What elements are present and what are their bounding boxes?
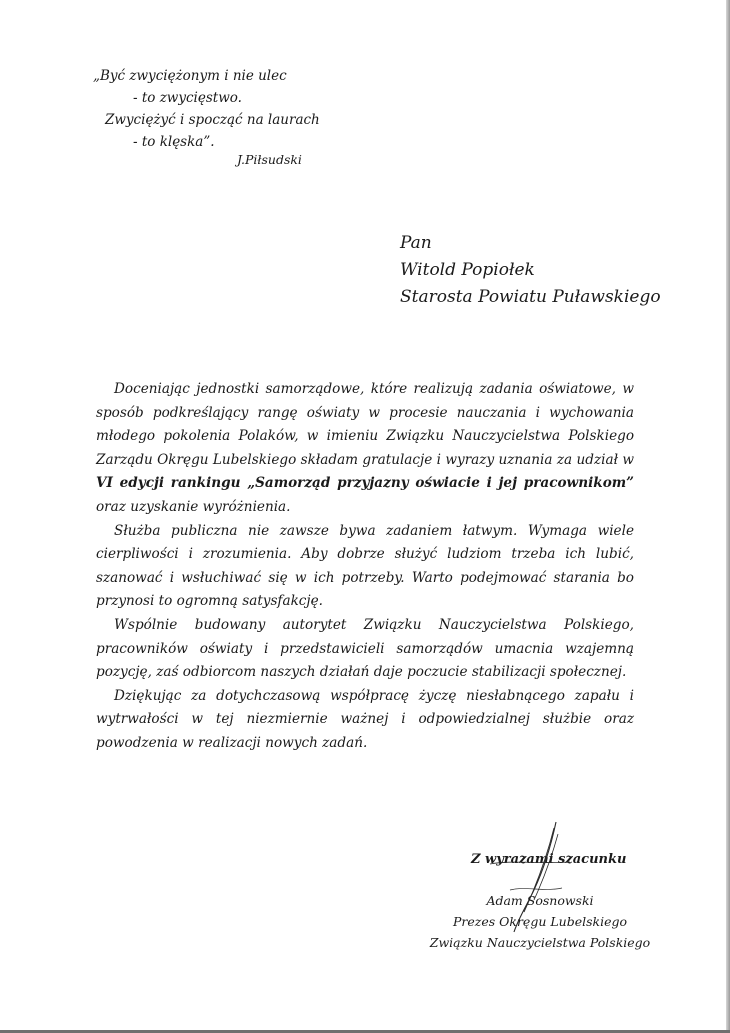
motto-line-3: Zwyciężyć i spocząć na laurach	[105, 112, 320, 128]
motto-quote	[93, 65, 323, 153]
closing-phrase: Z wyrazami szacunku	[471, 852, 627, 867]
signatory-title-2: Związku Nauczycielstwa Polskiego	[429, 935, 651, 950]
paragraph-1	[96, 378, 634, 520]
signatory-name: Adam Sosnowski	[486, 893, 594, 908]
signatory-title-1: Prezes Okręgu Lubelskiego	[452, 914, 628, 929]
paragraph-2: Służba publiczna nie zawsze bywa zadaniem łatwym. Wymaga wiele cierpliwości i zrozumienia. Aby dobrze służyć ludziom trzeba ich lubić, szanować i wsłuchiwać się w ich potrzeby. Warto podejmować starania bo przynosi to ogromną satysfakcję.	[96, 522, 634, 610]
motto-line-1: „Być zwyciężonym i nie ulec	[93, 68, 287, 84]
motto-line-4: - to klęska”.	[133, 134, 215, 150]
addressee-name: Witold Popiołek	[400, 260, 535, 280]
motto-author: J.Piłsudski	[237, 152, 302, 167]
paragraph-3: Wspólnie budowany autorytet Związku Nauczycielstwa Polskiego, pracowników oświaty i przedstawicieli samorządów umacnia wzajemną pozycję, zaś odbiorcom naszych działań daje poczucie stabilizacji społecznej.	[96, 616, 634, 681]
paragraph-4: Dziękując za dotychczasową współpracę życzę niesłabnącego zapału i wytrwałości w tej niezmiernie ważnej i odpowiedzialnej służbie oraz powodzenia w realizacji nowych zadań.	[96, 687, 634, 751]
paragraph-1-text-b: oraz uzyskanie wyróżnienia.	[96, 498, 291, 515]
motto-line-2: - to zwycięstwo.	[133, 90, 242, 106]
addressee-title: Starosta Powiatu Puławskiego	[400, 287, 661, 307]
ranking-name: VI edycji rankingu „Samorząd przyjazny oświacie i jej pracownikom”	[96, 475, 634, 492]
signatory-block	[420, 890, 660, 953]
addressee-salutation: Pan	[400, 233, 432, 253]
letter-body	[96, 378, 634, 756]
scan-edge-right	[726, 0, 730, 1033]
paragraph-1-text-a: Doceniając jednostki samorządowe, które realizują zadania oświatowe, w sposób podkreślający rangę oświaty w procesie nauczania i wychowania młodego pokolenia Polaków, w imieniu Związku Nauczycielstwa Polskiego Zarządu Okręgu Lubelskiego składam gratulacje i wyrazy uznania za udział w	[96, 381, 634, 468]
addressee-block	[400, 230, 661, 311]
